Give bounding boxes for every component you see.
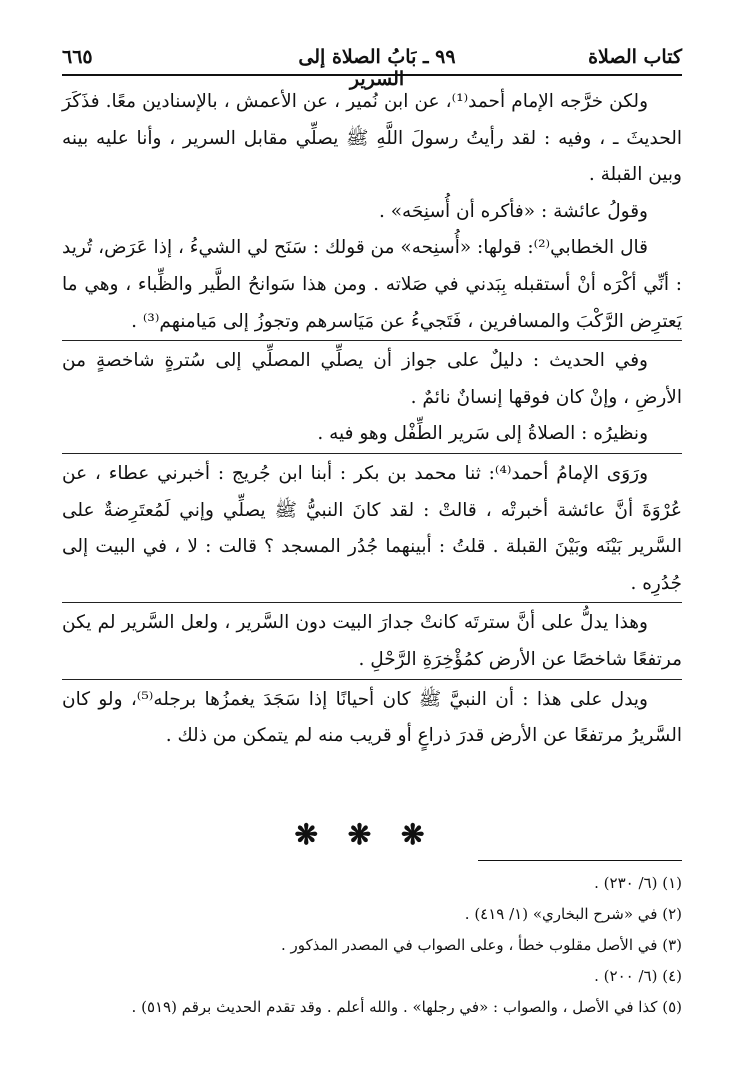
paragraph-1: ولكن خرَّجه الإمام أحمد⁽¹⁾، عن ابن نُمير ، عن الأعمش ، بالإسنادين معًا. فذَكَرَ الحديثَ ـ ، وفيه : لقد رأيتُ رسولَ اللَّهِ ﷺ يصلِّي مقابل السرير ، وأنا عليه بينه وبين القبلة .	[62, 91, 682, 186]
paragraph-5: ونظيرُه : الصلاةُ إلى سَرير الطِّفْل وهو فيه .	[62, 416, 682, 454]
page-number: ٦٦٥	[62, 46, 93, 68]
main-text	[62, 84, 682, 755]
book-title: كتاب الصلاة	[588, 46, 682, 68]
paragraph-8: ويدل على هذا : أن النبيَّ ﷺ كان أحيانًا إذا سَجَدَ يغمزُها برجله⁽⁵⁾، ولو كان السَّريرُ مرتفعًا عن الأرض قدرَ ذراعٍ أو قريب منه لم يتمكن من ذلك .	[62, 688, 682, 747]
section-separator: ❋ ❋ ❋	[294, 818, 435, 851]
footnote-2: (٢) في «شرح البخاري» (١/ ٤١٩) .	[464, 905, 682, 923]
header-divider	[62, 74, 682, 76]
running-header	[62, 40, 682, 90]
footnote-divider	[478, 860, 682, 861]
footnote-4: (٤) (٦/ ٢٠٠) .	[594, 967, 682, 985]
paragraph-2: وقولُ عائشة : «فأكره أن أُسنِحَه» .	[378, 200, 648, 222]
footnote-5: (٥) كذا في الأصل ، والصواب : «في رجلها» . والله أعلم . وقد تقدم الحديث برقم (٥١٩) .	[131, 998, 682, 1016]
paragraph-7: وهذا يدلُّ على أنَّ سترتَه كانتْ جدارَ البيت دون السَّرير ، ولعل السَّرير لم يكن مرتفعًا شاخصًا عن الأرض كمُؤْخِرَةِ الرَّحْلِ .	[62, 605, 682, 679]
paragraph-4: وفي الحديث : دليلٌ على جواز أن يصلِّي المصلِّي إلى سُترةٍ شاخصةٍ من الأرضِ ، وإنْ كان فوقها إنسانٌ نائمٌ .	[62, 350, 682, 408]
footnote-1: (١) (٦/ ٢٣٠) .	[594, 874, 682, 892]
paragraph-6: ورَوَى الإمامُ أحمد⁽⁴⁾: ثنا محمد بن بكر : أبنا ابن جُريج : أخبرني عطاء ، عن عُرْوَةَ أنَّ عائشة أخبرتْه ، قالتْ : لقد كانَ النبيُّ ﷺ يصلِّي وإني لَمُعتَرِضةٌ على السَّرير بَيْنَه وبَيْنَ القبلة . قلتُ : أبينهما جُدُر المسجد ؟ قالت : لا ، في البيت إلى جُدُرِه .	[62, 456, 682, 603]
footnotes	[62, 868, 682, 1023]
paragraph-3: قال الخطابي⁽²⁾: قولها: «أُسنِحه» من قولك : سَنَح لي الشيءُ ، إذا عَرَض، تُريد : أنِّي أكْرَه أنْ أستقبله بِبَدني في صَلاته . ومن هذا سَوانحُ الطَّير والظِّباء ، وهي ما يَعترِض الرَّكْبَ والمسافرين ، فَتَجيءُ عن مَيَاسرهم وتجوزُ إلى مَيامنهم⁽³⁾ .	[62, 230, 682, 341]
chapter-title: ٩٩ ـ بَابُ الصلاة إلى السرير	[298, 46, 456, 90]
footnote-3: (٣) في الأصل مقلوب خطأ ، وعلى الصواب في المصدر المذكور .	[281, 936, 682, 954]
